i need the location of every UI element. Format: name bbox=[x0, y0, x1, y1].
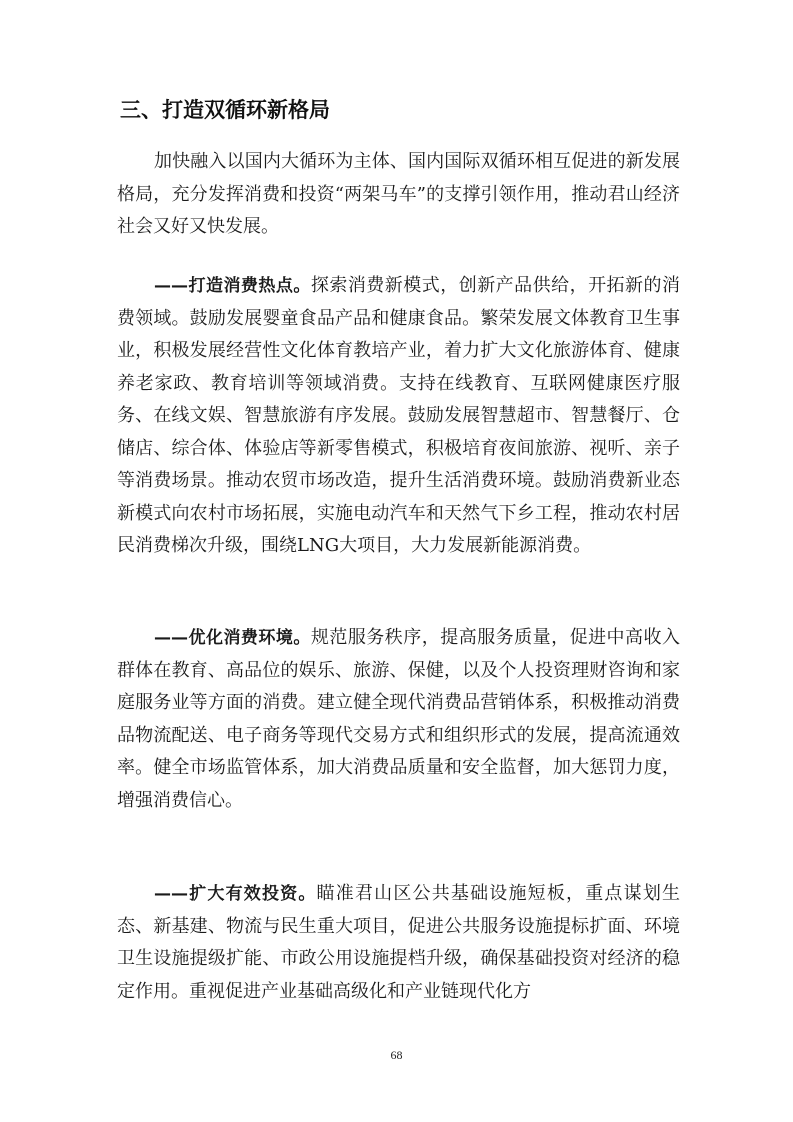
paragraph-consumption-hotspots bbox=[117, 270, 680, 563]
paragraph-intro bbox=[117, 146, 680, 244]
section-title: 三、打造双循环新格局 bbox=[120, 98, 330, 122]
paragraph-lead: ——打造消费热点。 bbox=[154, 276, 311, 296]
paragraph-lead: ——扩大有效投资。 bbox=[154, 884, 317, 904]
paragraph-text: 探索消费新模式，创新产品供给，开拓新的消费领域。鼓励发展婴童食品产品和健康食品。繁荣发展文体教育卫生事业，积极发展经营性文化体育教培产业，着力扩大文化旅游体育、健康养老家政、教育培训等领域消费。支持在线教育、互联网健康医疗服务、在线文娱、智慧旅游有序发展。鼓励发展智慧超市、智慧餐厅、仓储店、综合体、体验店等新零售模式，积极培育夜间旅游、视听、亲子等消费场景。推动农贸市场改造，提升生活消费环境。鼓励消费新业态新模式向农村市场拓展，实施电动汽车和天然气下乡工程，推动农村居民消费梯次升级，围绕LNG大项目，大力发展新能源消费。 bbox=[117, 275, 681, 556]
page-number: 68 bbox=[390, 1048, 403, 1062]
paragraph-consumption-environment bbox=[117, 622, 680, 817]
paragraph-effective-investment bbox=[117, 878, 680, 1008]
paragraph-text: 规范服务秩序，提高服务质量，促进中高收入群体在教育、高品位的娱乐、旅游、保健，以及个人投资理财咨询和家庭服务业等方面的消费。建立健全现代消费品营销体系，积极推动消费品物流配送、电子商务等现代交易方式和组织形式的发展，提高流通效率。健全市场监管体系，加大消费品质量和安全监督，加大惩罚力度，增强消费信心。 bbox=[117, 627, 681, 811]
paragraph-lead: ——优化消费环境。 bbox=[154, 628, 311, 648]
paragraph-text: 加快融入以国内大循环为主体、国内国际双循环相互促进的新发展格局，充分发挥消费和投资“两架马车”的支撑引领作用，推动君山经济社会又好又快发展。 bbox=[117, 151, 680, 237]
paragraph-text: 瞄准君山区公共基础设施短板，重点谋划生态、新基建、物流与民生重大项目，促进公共服务设施提标扩面、环境卫生设施提级扩能、市政公用设施提档升级，确保基础投资对经济的稳定作用。重视促进产业基础高级化和产业链现代化方 bbox=[117, 883, 681, 1002]
